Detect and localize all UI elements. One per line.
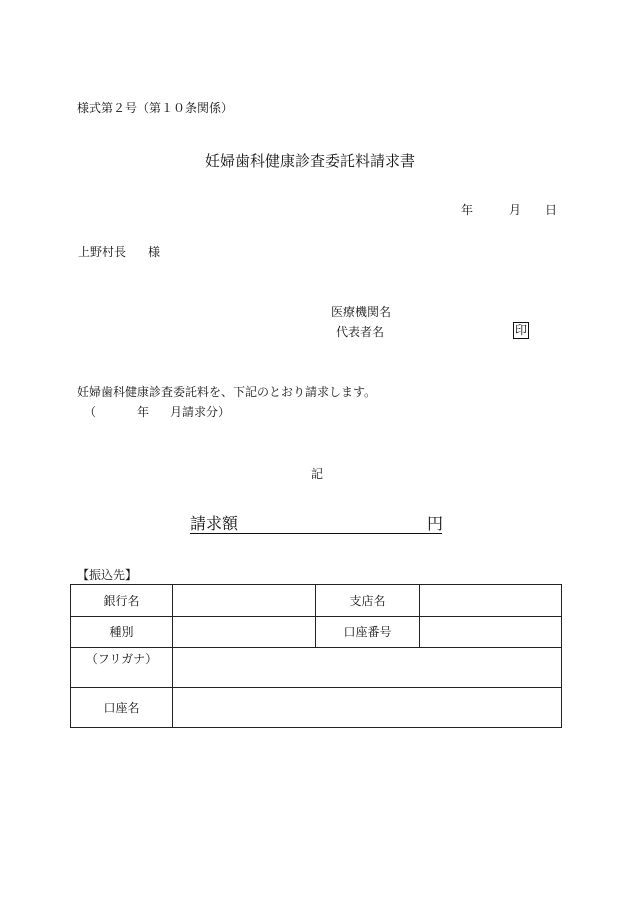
- date-day-label: 日: [545, 203, 558, 217]
- account-type-label: 種別: [71, 617, 173, 648]
- representative-name-label: 代表者名: [336, 325, 385, 339]
- amount-label: 請求額: [190, 514, 239, 533]
- seal-mark: 印: [515, 323, 528, 337]
- date-month-label: 月: [509, 203, 522, 217]
- table-row: [71, 648, 562, 688]
- document-title: 妊婦歯科健康診査委託料請求書: [205, 152, 416, 170]
- amount-unit: 円: [427, 514, 444, 533]
- table-row: [71, 688, 562, 728]
- bank-name-field[interactable]: [173, 585, 316, 617]
- branch-name-label: 支店名: [316, 585, 420, 617]
- bank-name-label: 銀行名: [71, 585, 173, 617]
- date-year-label: 年: [461, 203, 474, 217]
- ki-heading: 記: [311, 467, 324, 481]
- account-number-field[interactable]: [420, 617, 562, 648]
- form-number: 様式第２号（第１０条関係）: [77, 101, 234, 115]
- account-number-label: 口座番号: [316, 617, 420, 648]
- furigana-field[interactable]: [173, 648, 562, 688]
- account-holder-label: 口座名: [71, 688, 173, 728]
- account-type-field[interactable]: [173, 617, 316, 648]
- addressee-name: 上野村長: [78, 245, 127, 259]
- transfer-heading: 【振込先】: [77, 568, 138, 582]
- billing-period-month-label: 月請求分）: [170, 405, 231, 419]
- branch-name-field[interactable]: [420, 585, 562, 617]
- account-holder-field[interactable]: [173, 688, 562, 728]
- request-sentence: 妊婦歯科健康診査委託料を、下記のとおり請求します。: [77, 385, 377, 399]
- table-row: [71, 585, 562, 617]
- billing-period-year-label: 年: [137, 405, 150, 419]
- table-row: [71, 617, 562, 648]
- furigana-label: （フリガナ）: [71, 648, 173, 688]
- amount-underline: [190, 533, 442, 534]
- bank-transfer-table: [70, 584, 562, 728]
- addressee-honorific: 様: [148, 245, 161, 259]
- billing-period-open-paren: （: [84, 405, 97, 419]
- institution-name-label: 医療機関名: [331, 305, 392, 319]
